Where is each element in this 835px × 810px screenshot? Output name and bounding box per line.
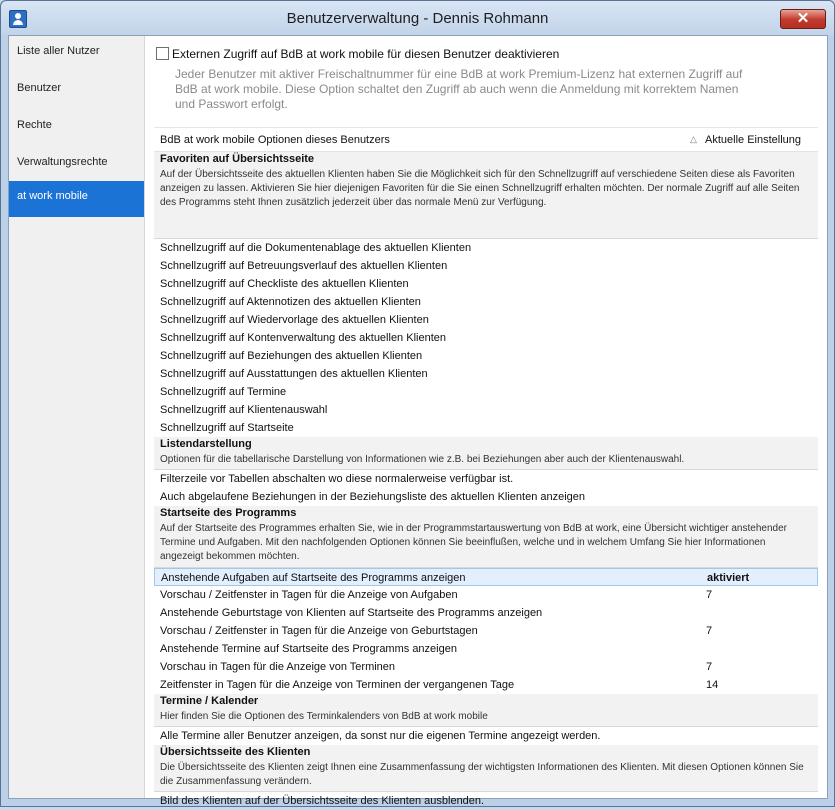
option-row[interactable] bbox=[154, 275, 818, 293]
option-row[interactable] bbox=[154, 347, 818, 365]
option-row[interactable] bbox=[154, 676, 818, 694]
external-access-checkbox[interactable] bbox=[156, 47, 169, 60]
group-title: Startseite des Programms bbox=[160, 507, 297, 519]
option-row[interactable] bbox=[154, 568, 818, 586]
option-label: Schnellzugriff auf Startseite bbox=[160, 422, 294, 434]
option-label: Anstehende Aufgaben auf Startseite des Programms anzeigen bbox=[161, 572, 466, 584]
sidebar-item-rechte[interactable]: Rechte bbox=[17, 119, 52, 131]
sidebar-item-liste-aller-nutzer[interactable]: Liste aller Nutzer bbox=[17, 45, 100, 57]
option-label: Schnellzugriff auf Aktennotizen des aktuellen Klienten bbox=[160, 296, 421, 308]
client-area bbox=[8, 35, 828, 807]
option-label: Vorschau / Zeitfenster in Tagen für die Anzeige von Geburtstagen bbox=[160, 625, 478, 637]
group-title: Übersichtsseite des Klienten bbox=[160, 746, 311, 758]
external-access-description: Jeder Benutzer mit aktiver Freischaltnummer für eine BdB at work Premium-Lizenz hat externen Zugriff auf BdB at work mobile. Diese Option schaltet den Zugriff ab auch wenn die Anmeldung mit korrektem Namen und Passwort erfolgt. bbox=[175, 67, 743, 111]
group-description: Die Übersichtsseite des Klienten zeigt Ihnen eine Zusammenfassung der wichtigsten Informationen des Klienten. Mit diesen Optionen können Sie die Zusammenfassung verändern. bbox=[160, 762, 804, 787]
group-header[interactable] bbox=[154, 506, 818, 568]
option-label: Vorschau / Zeitfenster in Tagen für die Anzeige von Aufgaben bbox=[160, 589, 458, 601]
option-label: Schnellzugriff auf die Dokumentenablage des aktuellen Klienten bbox=[160, 242, 472, 254]
group-header[interactable] bbox=[154, 152, 818, 239]
option-value[interactable]: aktiviert bbox=[707, 572, 750, 584]
group-description: Auf der Startseite des Programmes erhalten Sie, wie in der Programmstartauswertung von BdB at work, eine Übersicht wichtiger anstehender Termine und Aufgaben. Mit den nachfolgenden Optionen können Sie beeinflußen, welche und in welchem Umfang Sie hier Informationen angezeigt bekommen möchten. bbox=[160, 523, 787, 562]
options-grid bbox=[154, 127, 818, 807]
sort-ascending-icon[interactable]: △ bbox=[690, 134, 697, 144]
close-button[interactable]: ✕ bbox=[780, 9, 826, 29]
external-access-toggle[interactable] bbox=[156, 47, 559, 61]
title-bar[interactable] bbox=[1, 1, 834, 35]
window-title: Benutzerverwaltung - Dennis Rohmann bbox=[286, 10, 549, 27]
option-row[interactable] bbox=[154, 293, 818, 311]
option-label: Anstehende Geburtstage von Klienten auf Startseite des Programms anzeigen bbox=[160, 607, 543, 619]
option-row[interactable] bbox=[154, 239, 818, 257]
sidebar-item-benutzer[interactable]: Benutzer bbox=[17, 82, 62, 94]
option-label: Filterzeile vor Tabellen abschalten wo diese normalerweise verfügbar ist. bbox=[160, 473, 514, 485]
group-title: Termine / Kalender bbox=[160, 695, 259, 707]
option-row[interactable] bbox=[154, 329, 818, 347]
group-description: Auf der Übersichtsseite des aktuellen Klienten haben Sie die Möglichkeit sich für den Schnellzugriff auf verschiedene Seiten diese als Favoriten anzeigen zu lassen. Aktivieren Sie hier diejenigen Favoriten für die Sie einen Schnellzugriff erhalten möchten. Der normale Zugriff auf alle Seiten des Programms steht Ihnen zusätzlich jederzeit über das normale Menü zur Verfügung. bbox=[160, 169, 800, 208]
option-label: Bild des Klienten auf der Übersichtsseite des Klienten ausblenden. bbox=[160, 795, 485, 807]
option-row[interactable] bbox=[154, 488, 818, 506]
option-label: Schnellzugriff auf Wiedervorlage des aktuellen Klienten bbox=[160, 314, 429, 326]
group-description: Hier finden Sie die Optionen des Terminkalenders von BdB at work mobile bbox=[160, 711, 488, 722]
option-label: Alle Termine aller Benutzer anzeigen, da sonst nur die eigenen Termine angezeigt werden. bbox=[160, 730, 601, 742]
option-label: Vorschau in Tagen für die Anzeige von Terminen bbox=[160, 661, 396, 673]
group-header[interactable] bbox=[154, 694, 818, 727]
sidebar-item-verwaltungsrechte[interactable]: Verwaltungsrechte bbox=[17, 156, 108, 168]
option-value[interactable]: 7 bbox=[706, 625, 713, 637]
option-label: Schnellzugriff auf Betreuungsverlauf des aktuellen Klienten bbox=[160, 260, 448, 272]
option-label: Auch abgelaufene Beziehungen in der Beziehungsliste des aktuellen Klienten anzeigen bbox=[160, 491, 586, 503]
sidebar bbox=[9, 36, 145, 798]
group-title: Listendarstellung bbox=[160, 438, 252, 450]
option-row[interactable] bbox=[154, 257, 818, 275]
option-row[interactable] bbox=[154, 622, 818, 640]
group-description: Optionen für die tabellarische Darstellung von Informationen wie z.B. bei Beziehungen aber auch der Klientenauswahl. bbox=[160, 454, 685, 465]
option-label: Schnellzugriff auf Beziehungen des aktuellen Klienten bbox=[160, 350, 423, 362]
external-access-label[interactable]: Externen Zugriff auf BdB at work mobile für diesen Benutzer deaktivieren bbox=[172, 47, 560, 61]
option-label: Zeitfenster in Tagen für die Anzeige von Terminen der vergangenen Tage bbox=[160, 679, 515, 691]
column-header-options[interactable]: BdB at work mobile Optionen dieses Benutzers bbox=[160, 134, 390, 146]
option-row[interactable] bbox=[154, 640, 818, 658]
option-row[interactable] bbox=[154, 419, 818, 437]
option-row[interactable] bbox=[154, 658, 818, 676]
group-title: Favoriten auf Übersichtsseite bbox=[160, 153, 315, 165]
option-row[interactable] bbox=[154, 383, 818, 401]
option-row[interactable] bbox=[154, 792, 818, 810]
option-row[interactable] bbox=[154, 470, 818, 488]
option-row[interactable] bbox=[154, 311, 818, 329]
group-header[interactable] bbox=[154, 745, 818, 792]
grid-header bbox=[154, 128, 818, 152]
option-label: Schnellzugriff auf Checkliste des aktuellen Klienten bbox=[160, 278, 409, 290]
option-row[interactable] bbox=[154, 586, 818, 604]
column-header-setting[interactable]: Aktuelle Einstellung bbox=[705, 134, 802, 146]
option-label: Schnellzugriff auf Klientenauswahl bbox=[160, 404, 328, 416]
sidebar-item-at-work-mobile[interactable]: at work mobile bbox=[9, 181, 144, 217]
option-value[interactable]: 7 bbox=[706, 589, 713, 601]
option-row[interactable] bbox=[154, 604, 818, 622]
option-label: Anstehende Termine auf Startseite des Programms anzeigen bbox=[160, 643, 457, 655]
option-label: Schnellzugriff auf Kontenverwaltung des aktuellen Klienten bbox=[160, 332, 446, 344]
option-row[interactable] bbox=[154, 727, 818, 745]
group-header[interactable] bbox=[154, 437, 818, 470]
option-value[interactable]: 7 bbox=[706, 661, 713, 673]
option-row[interactable] bbox=[154, 401, 818, 419]
option-row[interactable] bbox=[154, 365, 818, 383]
option-label: Schnellzugriff auf Ausstattungen des aktuellen Klienten bbox=[160, 368, 428, 380]
option-value[interactable]: 14 bbox=[706, 679, 719, 691]
main-content bbox=[145, 36, 827, 807]
option-label: Schnellzugriff auf Termine bbox=[160, 386, 287, 398]
